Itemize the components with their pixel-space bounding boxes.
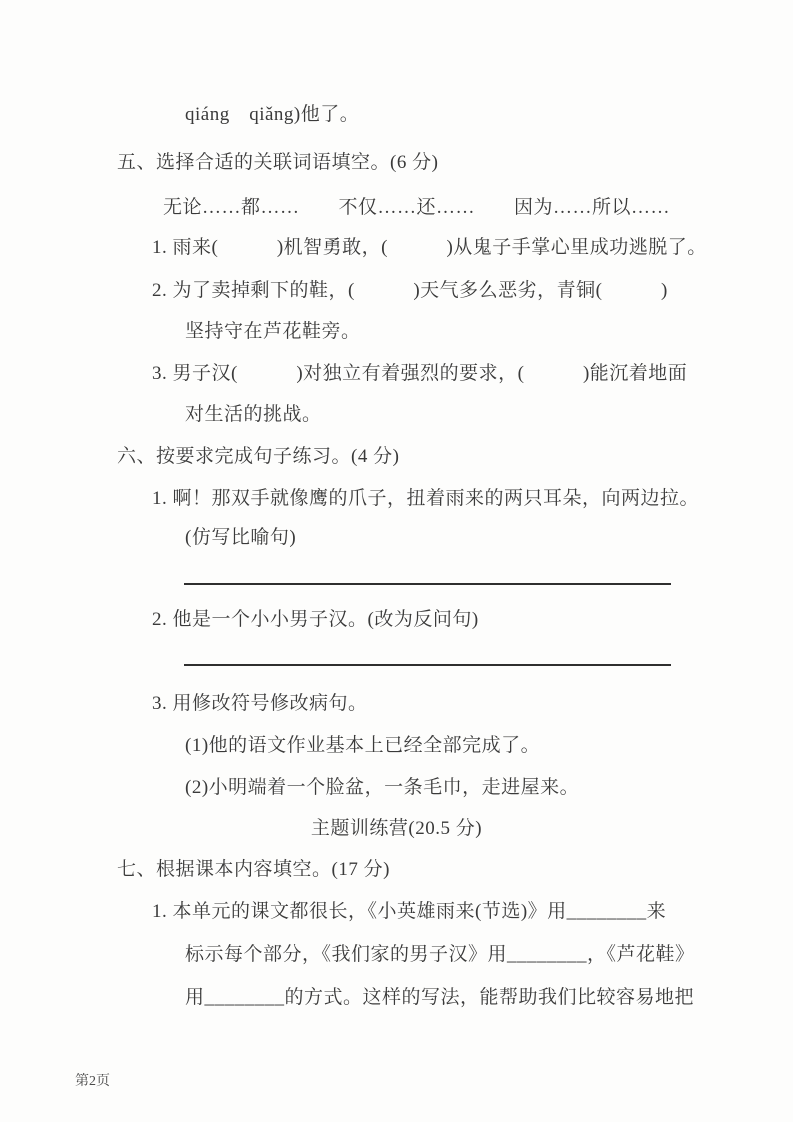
section-7-header: 七、根据课本内容填空。(17 分)	[117, 859, 390, 880]
section-6-question-3: 3. 用修改符号修改病句。	[152, 693, 368, 714]
section-7-question-1-line-2: 标示每个部分，《我们家的男子汉》用________，《芦花鞋》	[185, 944, 695, 965]
page-number-label: 第2页	[75, 1074, 110, 1089]
section-6-question-3-sub-2: (2)小明端着一个脸盆，一条毛巾，走进屋来。	[185, 777, 580, 798]
section-6-question-1: 1. 啊！那双手就像鹰的爪子，扭着雨来的两只耳朵，向两边拉。	[152, 488, 700, 509]
section-6-question-1-note: (仿写比喻句)	[185, 527, 297, 548]
section-5-question-2-line-2: 坚持守在芦花鞋旁。	[185, 321, 361, 342]
section-6-header: 六、按要求完成句子练习。(4 分)	[117, 446, 400, 467]
section-5-word-options: 无论……都…… 不仅……还…… 因为……所以……	[163, 197, 671, 218]
section-7-question-1-line-3: 用________的方式。这样的写法，能帮助我们比较容易地把	[185, 987, 695, 1008]
answer-blank-line-2	[184, 664, 671, 666]
section-5-header: 五、选择合适的关联词语填空。(6 分)	[117, 152, 439, 173]
section-5-question-2-line-1: 2. 为了卖掉剩下的鞋，( )天气多么恶劣，青铜( )	[152, 280, 668, 301]
theme-training-banner: 主题训练营(20.5 分)	[310, 818, 483, 839]
section-7-question-1-line-1: 1. 本单元的课文都很长，《小英雄雨来(节选)》用________来	[152, 901, 667, 922]
section-6-question-3-sub-1: (1)他的语文作业基本上已经全部完成了。	[185, 735, 541, 756]
section-5-question-3-line-2: 对生活的挑战。	[185, 404, 322, 425]
answer-blank-line-1	[184, 583, 671, 585]
section-5-question-3-line-1: 3. 男子汉( )对独立有着强烈的要求，( )能沉着地面	[152, 363, 688, 384]
section-5-question-1: 1. 雨来( )机智勇敢，( )从鬼子手掌心里成功逃脱了。	[152, 237, 707, 258]
section-6-question-2: 2. 他是一个小小男子汉。(改为反问句)	[152, 609, 479, 630]
pinyin-carryover-line: qiáng qiǎng)他了。	[185, 104, 360, 125]
